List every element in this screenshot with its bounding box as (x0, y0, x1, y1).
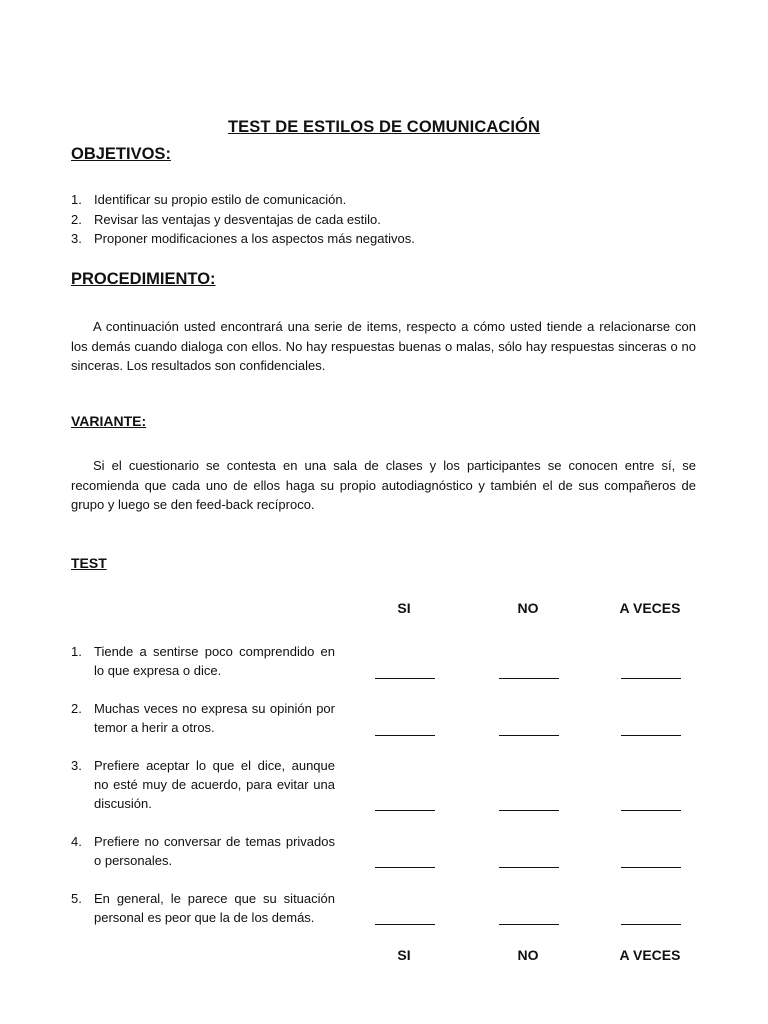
answer-blank-si[interactable] (375, 735, 435, 736)
procedimiento-heading: PROCEDIMIENTO: (71, 270, 216, 288)
answer-blank-no[interactable] (499, 924, 559, 925)
test-heading: TEST (71, 555, 107, 571)
footer-column-header-si: SI (397, 947, 411, 963)
column-header-si: SI (397, 600, 411, 616)
list-item-number: 2. (71, 211, 82, 227)
list-item-number: 3. (71, 231, 82, 246)
answer-blank-no[interactable] (499, 678, 559, 679)
question-number: 1. (71, 644, 82, 659)
question-text: En general, le parece que su situación personal es peor que la de los demás. (94, 891, 335, 925)
variante-heading: VARIANTE: (71, 413, 147, 429)
answer-blank-no[interactable] (499, 735, 559, 736)
question-number: 2. (71, 701, 82, 716)
list-item-text: Identificar su propio estilo de comunicación. (94, 192, 347, 207)
list-item (71, 229, 415, 249)
question-text: Tiende a sentirse poco comprendido en lo que expresa o dice. (94, 644, 335, 678)
document-title: TEST DE ESTILOS DE COMUNICACIÓN (227, 118, 541, 136)
footer-column-header-a-veces: A VECES (619, 947, 681, 963)
answer-blank-no[interactable] (499, 810, 559, 811)
list-item-text: Proponer modificaciones a los aspectos más negativos. (94, 231, 415, 246)
list-item (71, 210, 415, 230)
objetivos-heading: OBJETIVOS: (71, 145, 171, 163)
answer-blank-si[interactable] (375, 810, 435, 811)
procedimiento-paragraph: A continuación usted encontrará una serie de items, respecto a cómo usted tiende a relacionarse con los demás cuando dialoga con ellos. No hay respuestas buenas o malas, sólo hay respuestas sinceras o no sinceras. Los resultados son confidenciales. (71, 319, 696, 373)
footer-column-header-no: NO (517, 947, 539, 963)
answer-blank-a-veces[interactable] (621, 924, 681, 925)
answer-blank-si[interactable] (375, 678, 435, 679)
answer-blank-si[interactable] (375, 924, 435, 925)
question-text: Prefiere aceptar lo que el dice, aunque no esté muy de acuerdo, para evitar una discusión. (94, 758, 335, 811)
answer-blank-no[interactable] (499, 867, 559, 868)
variante-paragraph: Si el cuestionario se contesta en una sala de clases y los participantes se conocen entre sí, se recomienda que cada uno de ellos haga su propio autodiagnóstico y también el de sus compañeros de grupo y luego se den feed-back recíproco. (71, 458, 696, 512)
question-number: 3. (71, 758, 82, 773)
list-item-text: Revisar las ventajas y desventajas de cada estilo. (94, 211, 381, 227)
objetivos-list (71, 190, 415, 249)
answer-blank-a-veces[interactable] (621, 678, 681, 679)
answer-blank-a-veces[interactable] (621, 735, 681, 736)
answer-blank-a-veces[interactable] (621, 810, 681, 811)
list-item (71, 190, 415, 210)
answer-blank-si[interactable] (375, 867, 435, 868)
column-header-no: NO (517, 600, 539, 616)
question-text: Prefiere no conversar de temas privados o personales. (94, 834, 335, 868)
question-number: 4. (71, 834, 82, 849)
question-text: Muchas veces no expresa su opinión por temor a herir a otros. (94, 701, 335, 735)
question-number: 5. (71, 891, 82, 906)
list-item-number: 1. (71, 192, 82, 207)
answer-blank-a-veces[interactable] (621, 867, 681, 868)
column-header-a-veces: A VECES (619, 600, 681, 616)
